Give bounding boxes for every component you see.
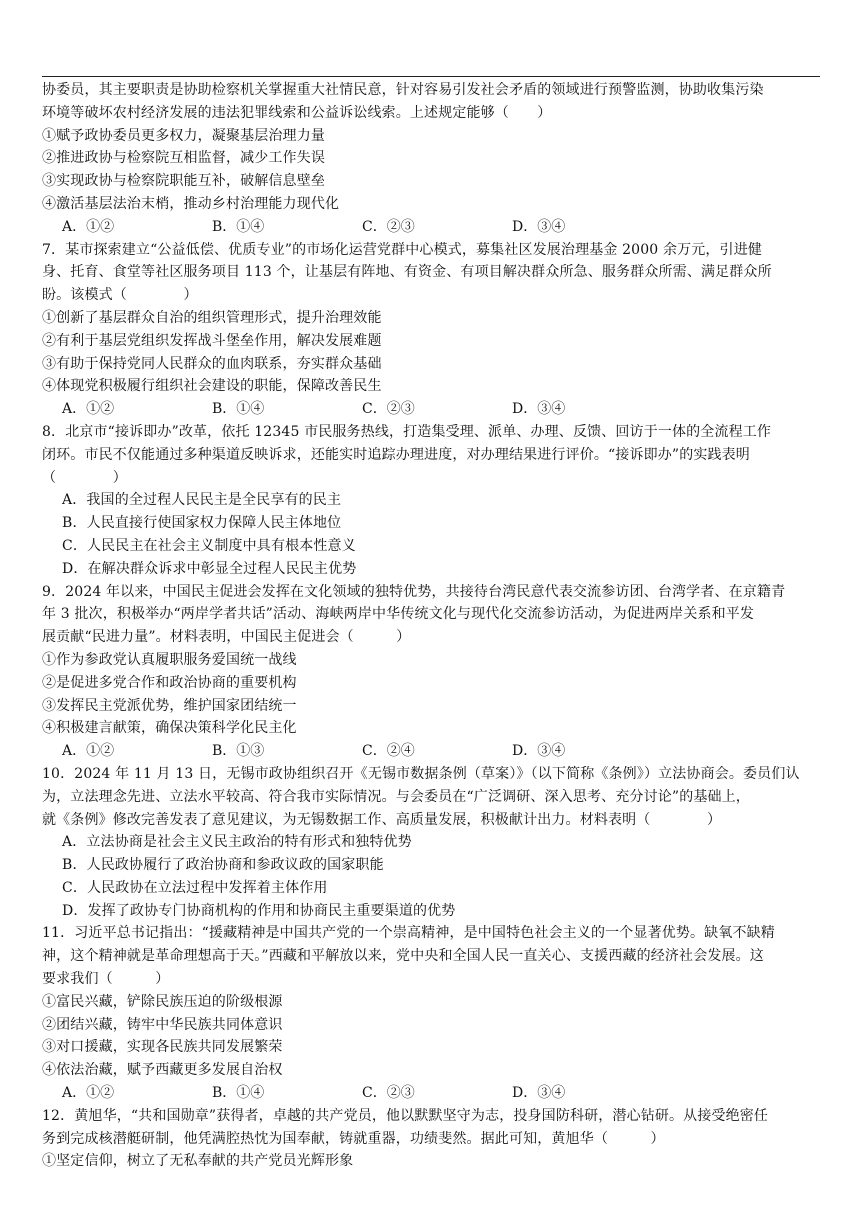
- option-b: B．人民政协履行了政治协商和参政议政的国家职能: [62, 857, 384, 874]
- answer-options: [42, 740, 820, 763]
- question-10: [42, 763, 820, 923]
- option-c: C．人民民主在社会主义制度中具有根本性意义: [62, 537, 356, 554]
- stem-line: 年 3 批次，积极举办“两岸学者共话”活动、海峡两岸中华传统文化与现代化交流参访活动，为促进两岸关系和平发: [42, 606, 755, 623]
- option-a: A．①②: [62, 743, 115, 760]
- statement-item: ①坚定信仰，树立了无私奉献的共产党员光辉形象: [42, 1153, 354, 1170]
- stem-line: 12．黄旭华，“共和国勋章”获得者，卓越的共产党员，他以默默坚守为志，投身国防科研，潜心钻研。从接受绝密任: [42, 1107, 769, 1124]
- option-a: A．立法协商是社会主义民主政治的特有形式和独特优势: [62, 834, 412, 851]
- statement-item: ④积极建言献策，确保决策科学化民主化: [42, 720, 297, 737]
- stem-line: 就《条例》修改完善发表了意见建议，为无锡数据工作、高质量发展，积极献计出力。材料表明（ ）: [42, 811, 722, 828]
- option-a: A．①②: [62, 218, 115, 235]
- option-a: A．我国的全过程人民民主是全民享有的民主: [62, 492, 342, 509]
- question-8: [42, 421, 820, 581]
- statement-item: ③发挥民主党派优势，维护国家团结统一: [42, 697, 297, 714]
- option-d: D．③④: [512, 743, 566, 760]
- statement-item: ①富民兴藏，铲除民族压迫的阶级根源: [42, 993, 283, 1010]
- stem-line: 神，这个精神就是革命理想高于天。”西藏和平解放以来，党中央和全国人民一直关心、支援西藏的经济社会发展。这: [42, 948, 764, 965]
- option-b: B．①④: [212, 218, 265, 235]
- stem-line: 身、托育、食堂等社区服务项目 113 个，让基层有阵地、有资金、有项目解决群众所急、服务群众所需、满足群众所: [42, 264, 772, 281]
- question-9: [42, 581, 820, 763]
- stem-line: 环境等破坏农村经济发展的违法犯罪线索和公益诉讼线索。上述规定能够（ ）: [42, 104, 552, 121]
- statement-item: ④体现党积极履行组织社会建设的职能，保障改善民生: [42, 378, 382, 395]
- stem-line: 8．北京市“接诉即办”改革，依托 12345 市民服务热线，打造集受理、派单、办理、反馈、回访于一体的全流程工作: [42, 423, 772, 440]
- exam-page: [42, 76, 820, 1173]
- stem-line: 10．2024 年 11 月 13 日，无锡市政协组织召开《无锡市数据条例（草案）》（以下简称《条例》）立法协商会。委员们认: [42, 765, 800, 782]
- stem-line: 协委员，其主要职责是协助检察机关掌握重大社情民意，针对容易引发社会矛盾的领域进行预警监测，协助收集污染: [42, 82, 764, 98]
- stem-line: 7．某市探索建立“公益低偿、优质专业”的市场化运营党群中心模式，募集社区发展治理基金 2000 余万元，引进健: [42, 241, 762, 258]
- header-rule: [42, 76, 820, 77]
- option-c: C．②③: [362, 1085, 415, 1102]
- stem-line: 闭环。市民不仅能通过多种渠道反映诉求，还能实时追踪办理进度，对办理结果进行评价。“接诉即办”的实践表明: [42, 446, 750, 463]
- statement-item: ③有助于保持党同人民群众的血肉联系，夯实群众基础: [42, 355, 382, 372]
- statement-item: ③对口援藏，实现各民族共同发展繁荣: [42, 1039, 283, 1056]
- statement-item: ②推进政协与检察院互相监督，减少工作失误: [42, 150, 325, 167]
- option-a: A．①②: [62, 1085, 115, 1102]
- stem-line: 要求我们（ ）: [42, 971, 170, 988]
- statement-item: ①赋予政协委员更多权力，凝聚基层治理力量: [42, 127, 325, 144]
- option-b: B．①③: [212, 743, 265, 760]
- answer-options: [42, 1082, 820, 1105]
- option-d: D．③④: [512, 401, 566, 418]
- statement-item: ②是促进多党合作和政治协商的重要机构: [42, 674, 297, 691]
- option-b: B．①④: [212, 401, 265, 418]
- statement-item: ②团结兴藏，铸牢中华民族共同体意识: [42, 1016, 283, 1033]
- option-d: D．③④: [512, 218, 566, 235]
- answer-options: [42, 216, 820, 239]
- option-b: B．人民直接行使国家权力保障人民主体地位: [62, 515, 342, 532]
- statement-item: ①创新了基层群众自治的组织管理形式，提升治理效能: [42, 309, 382, 326]
- question-7: [42, 239, 820, 421]
- option-d: D．发挥了政协专门协商机构的作用和协商民主重要渠道的优势: [62, 902, 456, 919]
- option-b: B．①④: [212, 1085, 265, 1102]
- question-11: [42, 922, 820, 1104]
- option-c: C．②④: [362, 743, 415, 760]
- statement-item: ④激活基层法治末梢，推动乡村治理能力现代化: [42, 195, 340, 212]
- question-12: [42, 1105, 820, 1173]
- statement-item: ②有利于基层党组织发挥战斗堡垒作用，解决发展难题: [42, 332, 382, 349]
- question-6: [42, 79, 820, 239]
- stem-line: 为，立法理念先进、立法水平较高、符合我市实际情况。与会委员在“广泛调研、深入思考、充分讨论”的基础上，: [42, 788, 750, 805]
- statement-item: ①作为参政党认真履职服务爱国统一战线: [42, 651, 297, 668]
- option-d: D．在解决群众诉求中彰显全过程人民民主优势: [62, 560, 357, 577]
- answer-options: [42, 398, 820, 421]
- option-a: A．①②: [62, 401, 115, 418]
- stem-line: （ ）: [42, 469, 127, 486]
- stem-line: 盼。该模式（ ）: [42, 287, 198, 304]
- stem-line: 11．习近平总书记指出：“援藏精神是中国共产党的一个崇高精神，是中国特色社会主义的一个显著优势。缺氧不缺精: [42, 925, 775, 942]
- option-c: C．人民政协在立法过程中发挥着主体作用: [62, 879, 328, 896]
- statement-item: ③实现政协与检察院职能互补，破解信息壁垒: [42, 173, 325, 190]
- option-c: C．②③: [362, 218, 415, 235]
- stem-line: 9．2024 年以来，中国民主促进会发挥在文化领域的独特优势，共接待台湾民意代表交流参访团、台湾学者、在京籍青: [42, 583, 786, 600]
- option-d: D．③④: [512, 1085, 566, 1102]
- stem-line: 务到完成核潜艇研制，他凭满腔热忱为国奉献，铸就重器，功绩斐然。据此可知，黄旭华（ ）: [42, 1130, 665, 1147]
- option-c: C．②③: [362, 401, 415, 418]
- stem-line: 展贡献“民进力量”。材料表明，中国民主促进会（ ）: [42, 629, 411, 646]
- statement-item: ④依法治藏，赋予西藏更多发展自治权: [42, 1062, 283, 1079]
